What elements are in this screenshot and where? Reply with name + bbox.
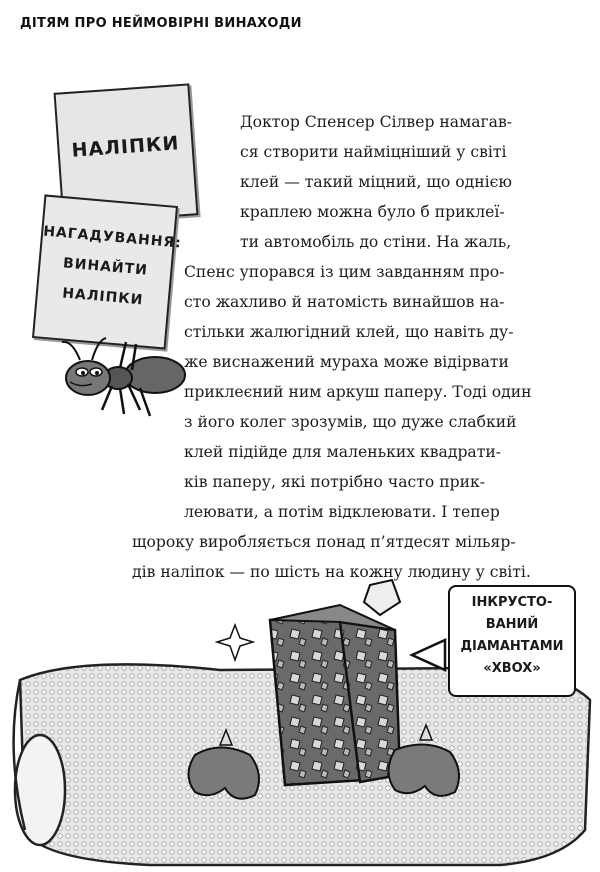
text-line: приклеєний ним аркуш паперу. Тоді один <box>184 383 532 401</box>
controller-right <box>389 744 460 795</box>
text-line: же виснажений мураха може відірвати <box>184 353 509 371</box>
callout-line: ВАНИЙ <box>485 617 539 632</box>
callout-line: ІНКРУСТО- <box>471 595 553 610</box>
text-line: стільки жалюгідний клей, що навіть ду- <box>184 323 514 341</box>
text-line: з його колег зрозумів, що дуже слабкий <box>184 413 517 431</box>
text-line: ся створити найміцніший у світі <box>240 143 507 161</box>
text-line: ків паперу, які потрібно часто прик- <box>184 473 485 491</box>
text-line: клей — такий міцний, що однією <box>240 173 512 191</box>
reminder-line: НАГАДУВАННЯ: <box>42 223 183 252</box>
text-line: щороку виробляється понад п’ятдесят мільяр- <box>132 533 516 551</box>
callout-line: ДІАМАНТАМИ <box>460 639 564 654</box>
text-line: дів наліпок — по шість на кожну людину у світі. <box>132 563 531 581</box>
text-line: Доктор Спенсер Сілвер намагав- <box>240 113 513 131</box>
text-line: ти автомобіль до стіни. На жаль, <box>240 233 512 251</box>
text-line: леювати, а потім відклеювати. І тепер <box>184 503 500 521</box>
reminder-line: НАЛІПКИ <box>61 285 144 309</box>
text-line: клей підійде для маленьких квадрати- <box>184 443 502 461</box>
text-line: Спенс упорався із цим завданням про- <box>184 263 505 281</box>
main-paragraph <box>132 107 532 587</box>
text-line: сто жахливо й натомість винайшов на- <box>184 293 505 311</box>
callout-line: «XBOX» <box>483 661 541 676</box>
sticky-note-label: НАЛІПКИ <box>70 132 181 162</box>
reminder-line: ВИНАЙТИ <box>62 255 149 279</box>
callout-arrow <box>412 640 445 670</box>
running-header: ДІТЯМ ПРО НЕЙМОВІРНІ ВИНАХОДИ <box>20 16 302 31</box>
text-line: краплею можна було б приклеї- <box>240 203 505 221</box>
callout-box <box>448 585 576 697</box>
